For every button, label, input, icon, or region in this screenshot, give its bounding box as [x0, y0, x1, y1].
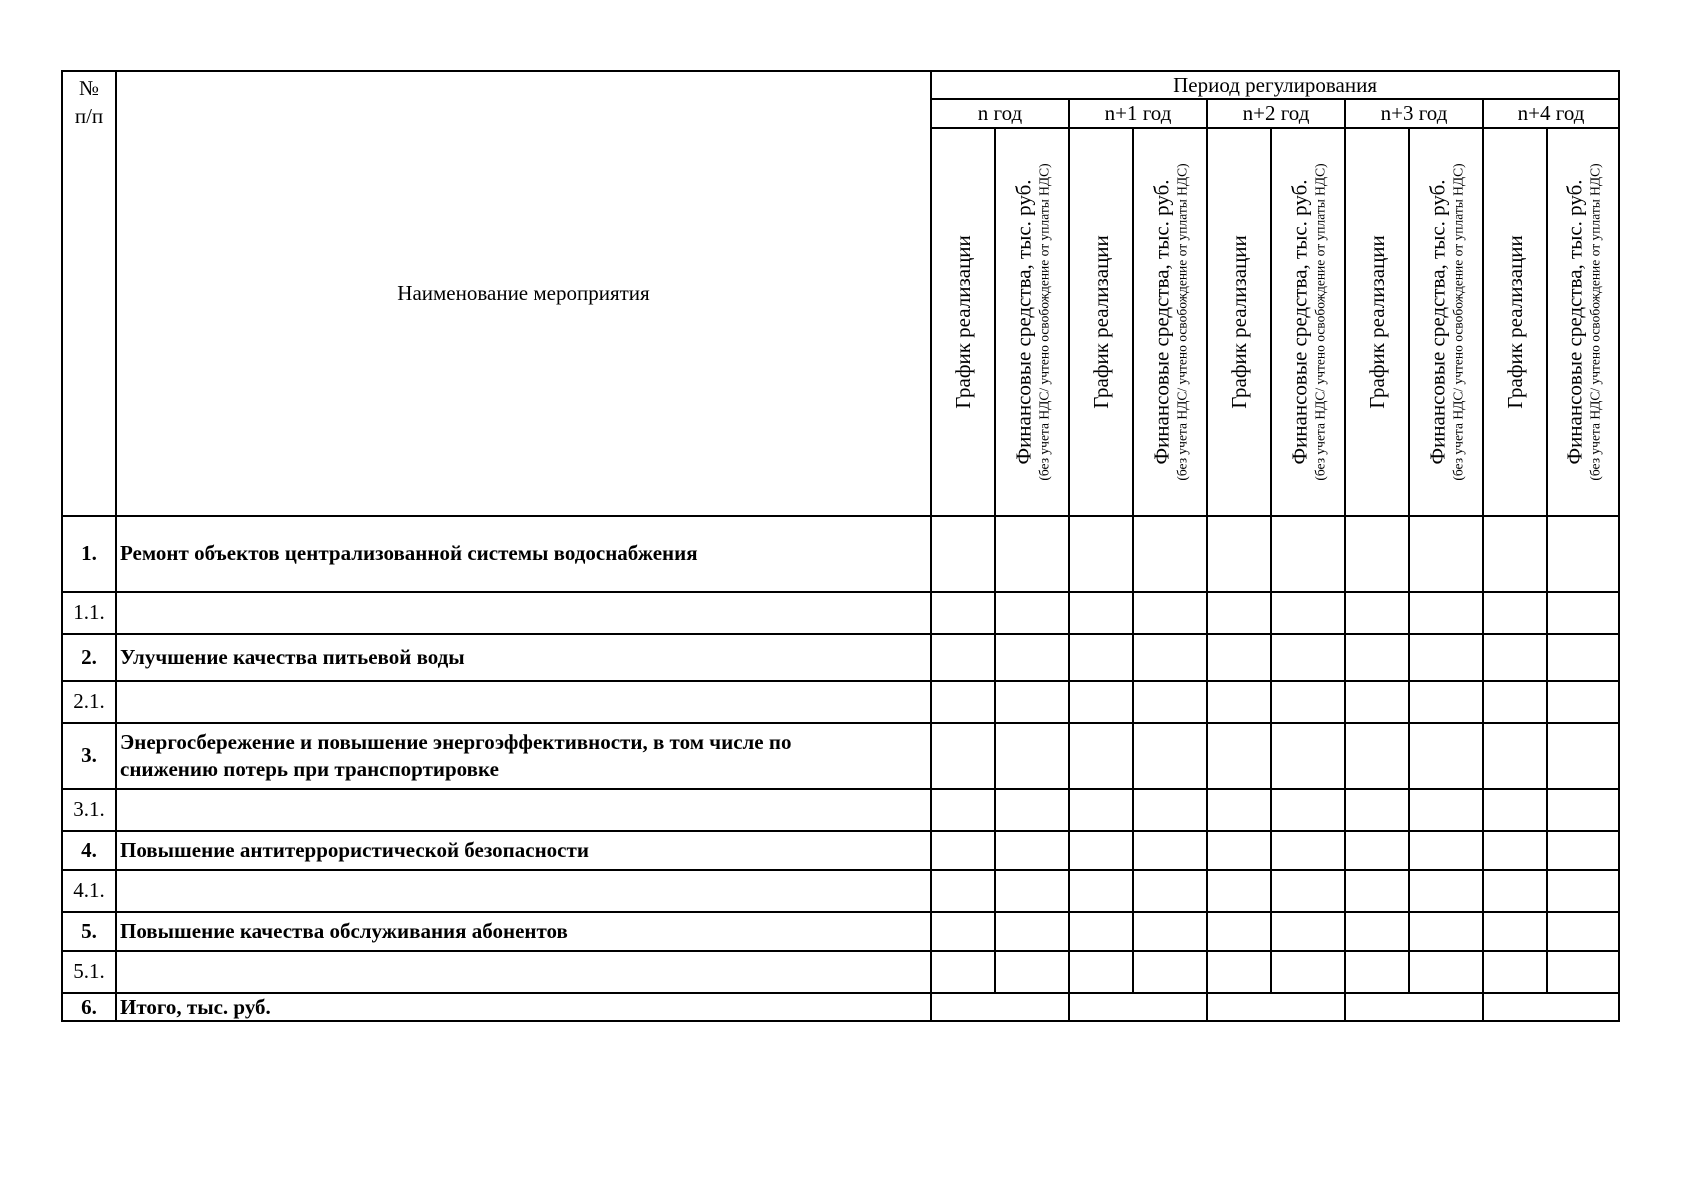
finance-cell[interactable] — [1133, 634, 1207, 681]
table-row — [62, 681, 1619, 723]
table-row — [62, 723, 1619, 789]
schedule-cell[interactable] — [1483, 723, 1547, 789]
finance-cell[interactable] — [995, 870, 1069, 912]
schedule-cell[interactable] — [1069, 723, 1133, 789]
year-header-n3: n+3 год — [1345, 99, 1483, 127]
activity-name — [116, 789, 931, 831]
finance-note-label: (без учета НДС/ учтено освобождение от уплаты НДС) — [1036, 162, 1052, 481]
schedule-cell[interactable] — [1207, 681, 1271, 723]
schedule-cell[interactable] — [931, 831, 995, 870]
schedule-cell[interactable] — [1069, 870, 1133, 912]
finance-cell[interactable] — [1133, 951, 1207, 993]
regulation-period-header: Период регулирования — [931, 71, 1619, 99]
row-number: 4. — [62, 831, 116, 870]
schedule-label: График реализации — [1502, 234, 1527, 409]
finance-cell[interactable] — [1547, 516, 1619, 592]
row-number: 5.1. — [62, 951, 116, 993]
table-row — [62, 870, 1619, 912]
schedule-cell[interactable] — [931, 789, 995, 831]
schedule-header-n3 — [1345, 128, 1409, 516]
finance-cell[interactable] — [1133, 516, 1207, 592]
schedule-cell[interactable] — [1069, 681, 1133, 723]
row-number: 1. — [62, 516, 116, 592]
schedule-cell[interactable] — [1345, 912, 1409, 951]
finance-cell[interactable] — [1271, 516, 1345, 592]
schedule-cell[interactable] — [1483, 789, 1547, 831]
finance-label: Финансовые средства, тыс. руб. — [1149, 178, 1174, 465]
schedule-cell[interactable] — [1069, 516, 1133, 592]
finance-header-n2 — [1271, 128, 1345, 516]
table-row — [62, 912, 1619, 951]
finance-cell[interactable] — [1409, 681, 1483, 723]
finance-label: Финансовые средства, тыс. руб. — [1425, 178, 1450, 465]
finance-cell[interactable] — [1547, 681, 1619, 723]
finance-cell[interactable] — [1409, 831, 1483, 870]
finance-cell[interactable] — [1547, 831, 1619, 870]
finance-cell[interactable] — [1409, 912, 1483, 951]
schedule-cell[interactable] — [1207, 634, 1271, 681]
finance-note-label: (без учета НДС/ учтено освобождение от уплаты НДС) — [1450, 162, 1466, 481]
schedule-cell[interactable] — [1483, 592, 1547, 634]
schedule-cell[interactable] — [1069, 831, 1133, 870]
finance-cell[interactable] — [1547, 951, 1619, 993]
finance-cell[interactable] — [1271, 951, 1345, 993]
total-cell-n2[interactable] — [1207, 993, 1345, 1021]
finance-cell[interactable] — [1271, 831, 1345, 870]
finance-cell[interactable] — [995, 789, 1069, 831]
schedule-label: График реализации — [1364, 234, 1389, 409]
row-number: 6. — [62, 993, 116, 1021]
schedule-label: График реализации — [1226, 234, 1251, 409]
schedule-cell[interactable] — [1483, 870, 1547, 912]
activity-name-line: Энергосбережение и повышение энергоэффективности, в том числе по — [120, 730, 792, 755]
finance-cell[interactable] — [995, 831, 1069, 870]
row-number-header — [62, 71, 116, 516]
activity-name — [116, 951, 931, 993]
total-row — [62, 993, 1619, 1021]
activity-name — [116, 592, 931, 634]
finance-cell[interactable] — [1271, 912, 1345, 951]
schedule-cell[interactable] — [1069, 592, 1133, 634]
finance-cell[interactable] — [1547, 634, 1619, 681]
finance-cell[interactable] — [1271, 789, 1345, 831]
finance-cell[interactable] — [1409, 789, 1483, 831]
finance-header-n3 — [1409, 128, 1483, 516]
finance-cell[interactable] — [1409, 592, 1483, 634]
schedule-cell[interactable] — [931, 681, 995, 723]
schedule-cell[interactable] — [1069, 634, 1133, 681]
finance-label: Финансовые средства, тыс. руб. — [1562, 178, 1587, 465]
schedule-cell[interactable] — [1207, 870, 1271, 912]
schedule-cell[interactable] — [1345, 951, 1409, 993]
finance-header-n4 — [1547, 128, 1619, 516]
row-number: 3.1. — [62, 789, 116, 831]
finance-cell[interactable] — [995, 634, 1069, 681]
schedule-cell[interactable] — [1207, 789, 1271, 831]
schedule-cell[interactable] — [1345, 789, 1409, 831]
number-sign-label: № — [78, 76, 100, 100]
finance-cell[interactable] — [1133, 592, 1207, 634]
schedule-header-n4 — [1483, 128, 1547, 516]
finance-cell[interactable] — [995, 592, 1069, 634]
year-header-n2: n+2 год — [1207, 99, 1345, 127]
activity-name: Ремонт объектов централизованной системы водоснабжения — [116, 516, 931, 592]
activity-name — [116, 681, 931, 723]
finance-cell[interactable] — [1409, 951, 1483, 993]
table-row — [62, 592, 1619, 634]
schedule-cell[interactable] — [1207, 723, 1271, 789]
finance-cell[interactable] — [1409, 634, 1483, 681]
total-cell-n[interactable] — [931, 993, 1069, 1021]
schedule-header-n2 — [1207, 128, 1271, 516]
finance-header-n1 — [1133, 128, 1207, 516]
table-row — [62, 831, 1619, 870]
schedule-cell[interactable] — [931, 723, 995, 789]
activity-name: Повышение качества обслуживания абонентов — [116, 912, 931, 951]
activities-table-sheet — [61, 70, 1618, 1020]
year-header-n: n год — [931, 99, 1069, 127]
schedule-cell[interactable] — [1483, 681, 1547, 723]
finance-header-n — [995, 128, 1069, 516]
finance-cell[interactable] — [995, 912, 1069, 951]
schedule-cell[interactable] — [931, 592, 995, 634]
row-number: 3. — [62, 723, 116, 789]
schedule-cell[interactable] — [1345, 681, 1409, 723]
schedule-cell[interactable] — [1207, 516, 1271, 592]
schedule-cell[interactable] — [1207, 951, 1271, 993]
row-number: 4.1. — [62, 870, 116, 912]
schedule-cell[interactable] — [1207, 592, 1271, 634]
activity-name: Улучшение качества питьевой воды — [116, 634, 931, 681]
schedule-cell[interactable] — [1345, 592, 1409, 634]
year-header-n4: n+4 год — [1483, 99, 1619, 127]
finance-cell[interactable] — [1409, 723, 1483, 789]
table-row — [62, 634, 1619, 681]
table-row — [62, 516, 1619, 592]
year-header-n1: n+1 год — [1069, 99, 1207, 127]
row-number: 2. — [62, 634, 116, 681]
schedule-cell[interactable] — [931, 951, 995, 993]
schedule-cell[interactable] — [1207, 912, 1271, 951]
table-row — [62, 951, 1619, 993]
schedule-cell[interactable] — [931, 912, 995, 951]
total-cell-n1[interactable] — [1069, 993, 1207, 1021]
finance-cell[interactable] — [1547, 789, 1619, 831]
finance-cell[interactable] — [1409, 516, 1483, 592]
schedule-cell[interactable] — [931, 516, 995, 592]
total-cell-n3[interactable] — [1345, 993, 1483, 1021]
finance-cell[interactable] — [1547, 723, 1619, 789]
schedule-header-n1 — [1069, 128, 1133, 516]
row-number: 1.1. — [62, 592, 116, 634]
schedule-cell[interactable] — [1069, 789, 1133, 831]
activity-name — [116, 870, 931, 912]
finance-cell[interactable] — [1133, 912, 1207, 951]
schedule-cell[interactable] — [1483, 634, 1547, 681]
schedule-cell[interactable] — [1345, 831, 1409, 870]
finance-cell[interactable] — [1133, 681, 1207, 723]
schedule-cell[interactable] — [1069, 951, 1133, 993]
activity-name: Повышение антитеррористической безопасности — [116, 831, 931, 870]
schedule-cell[interactable] — [1345, 870, 1409, 912]
regulation-period-table — [61, 70, 1620, 1022]
schedule-cell[interactable] — [1345, 723, 1409, 789]
activity-name — [116, 723, 931, 789]
row-number: 5. — [62, 912, 116, 951]
total-label: Итого, тыс. руб. — [116, 993, 931, 1021]
finance-cell[interactable] — [1133, 870, 1207, 912]
finance-cell[interactable] — [1271, 592, 1345, 634]
schedule-label: График реализации — [950, 234, 975, 409]
finance-note-label: (без учета НДС/ учтено освобождение от уплаты НДС) — [1174, 162, 1190, 481]
schedule-cell[interactable] — [1483, 831, 1547, 870]
table-row — [62, 789, 1619, 831]
finance-note-label: (без учета НДС/ учтено освобождение от уплаты НДС) — [1587, 162, 1603, 481]
row-number: 2.1. — [62, 681, 116, 723]
schedule-cell[interactable] — [1483, 912, 1547, 951]
schedule-cell[interactable] — [931, 634, 995, 681]
schedule-cell[interactable] — [1345, 634, 1409, 681]
finance-cell[interactable] — [1547, 592, 1619, 634]
finance-cell[interactable] — [1133, 831, 1207, 870]
finance-label: Финансовые средства, тыс. руб. — [1011, 178, 1036, 465]
schedule-label: График реализации — [1088, 234, 1113, 409]
finance-cell[interactable] — [1133, 723, 1207, 789]
finance-cell[interactable] — [1271, 870, 1345, 912]
schedule-header-n — [931, 128, 995, 516]
finance-cell[interactable] — [1133, 789, 1207, 831]
total-cell-n4[interactable] — [1483, 993, 1619, 1021]
schedule-cell[interactable] — [1483, 951, 1547, 993]
schedule-cell[interactable] — [931, 870, 995, 912]
finance-label: Финансовые средства, тыс. руб. — [1287, 178, 1312, 465]
finance-note-label: (без учета НДС/ учтено освобождение от уплаты НДС) — [1312, 162, 1328, 481]
finance-cell[interactable] — [1547, 870, 1619, 912]
finance-cell[interactable] — [995, 516, 1069, 592]
schedule-cell[interactable] — [1207, 831, 1271, 870]
schedule-cell[interactable] — [1483, 516, 1547, 592]
finance-cell[interactable] — [995, 723, 1069, 789]
schedule-cell[interactable] — [1069, 912, 1133, 951]
activity-name-line: снижению потерь при транспортировке — [120, 756, 499, 781]
schedule-cell[interactable] — [1345, 516, 1409, 592]
finance-cell[interactable] — [995, 951, 1069, 993]
finance-cell[interactable] — [1271, 634, 1345, 681]
finance-cell[interactable] — [1409, 870, 1483, 912]
finance-cell[interactable] — [995, 681, 1069, 723]
finance-cell[interactable] — [1271, 723, 1345, 789]
finance-cell[interactable] — [1547, 912, 1619, 951]
finance-cell[interactable] — [1271, 681, 1345, 723]
pp-label: п/п — [74, 104, 104, 129]
activity-name-header: Наименование мероприятия — [116, 71, 931, 516]
